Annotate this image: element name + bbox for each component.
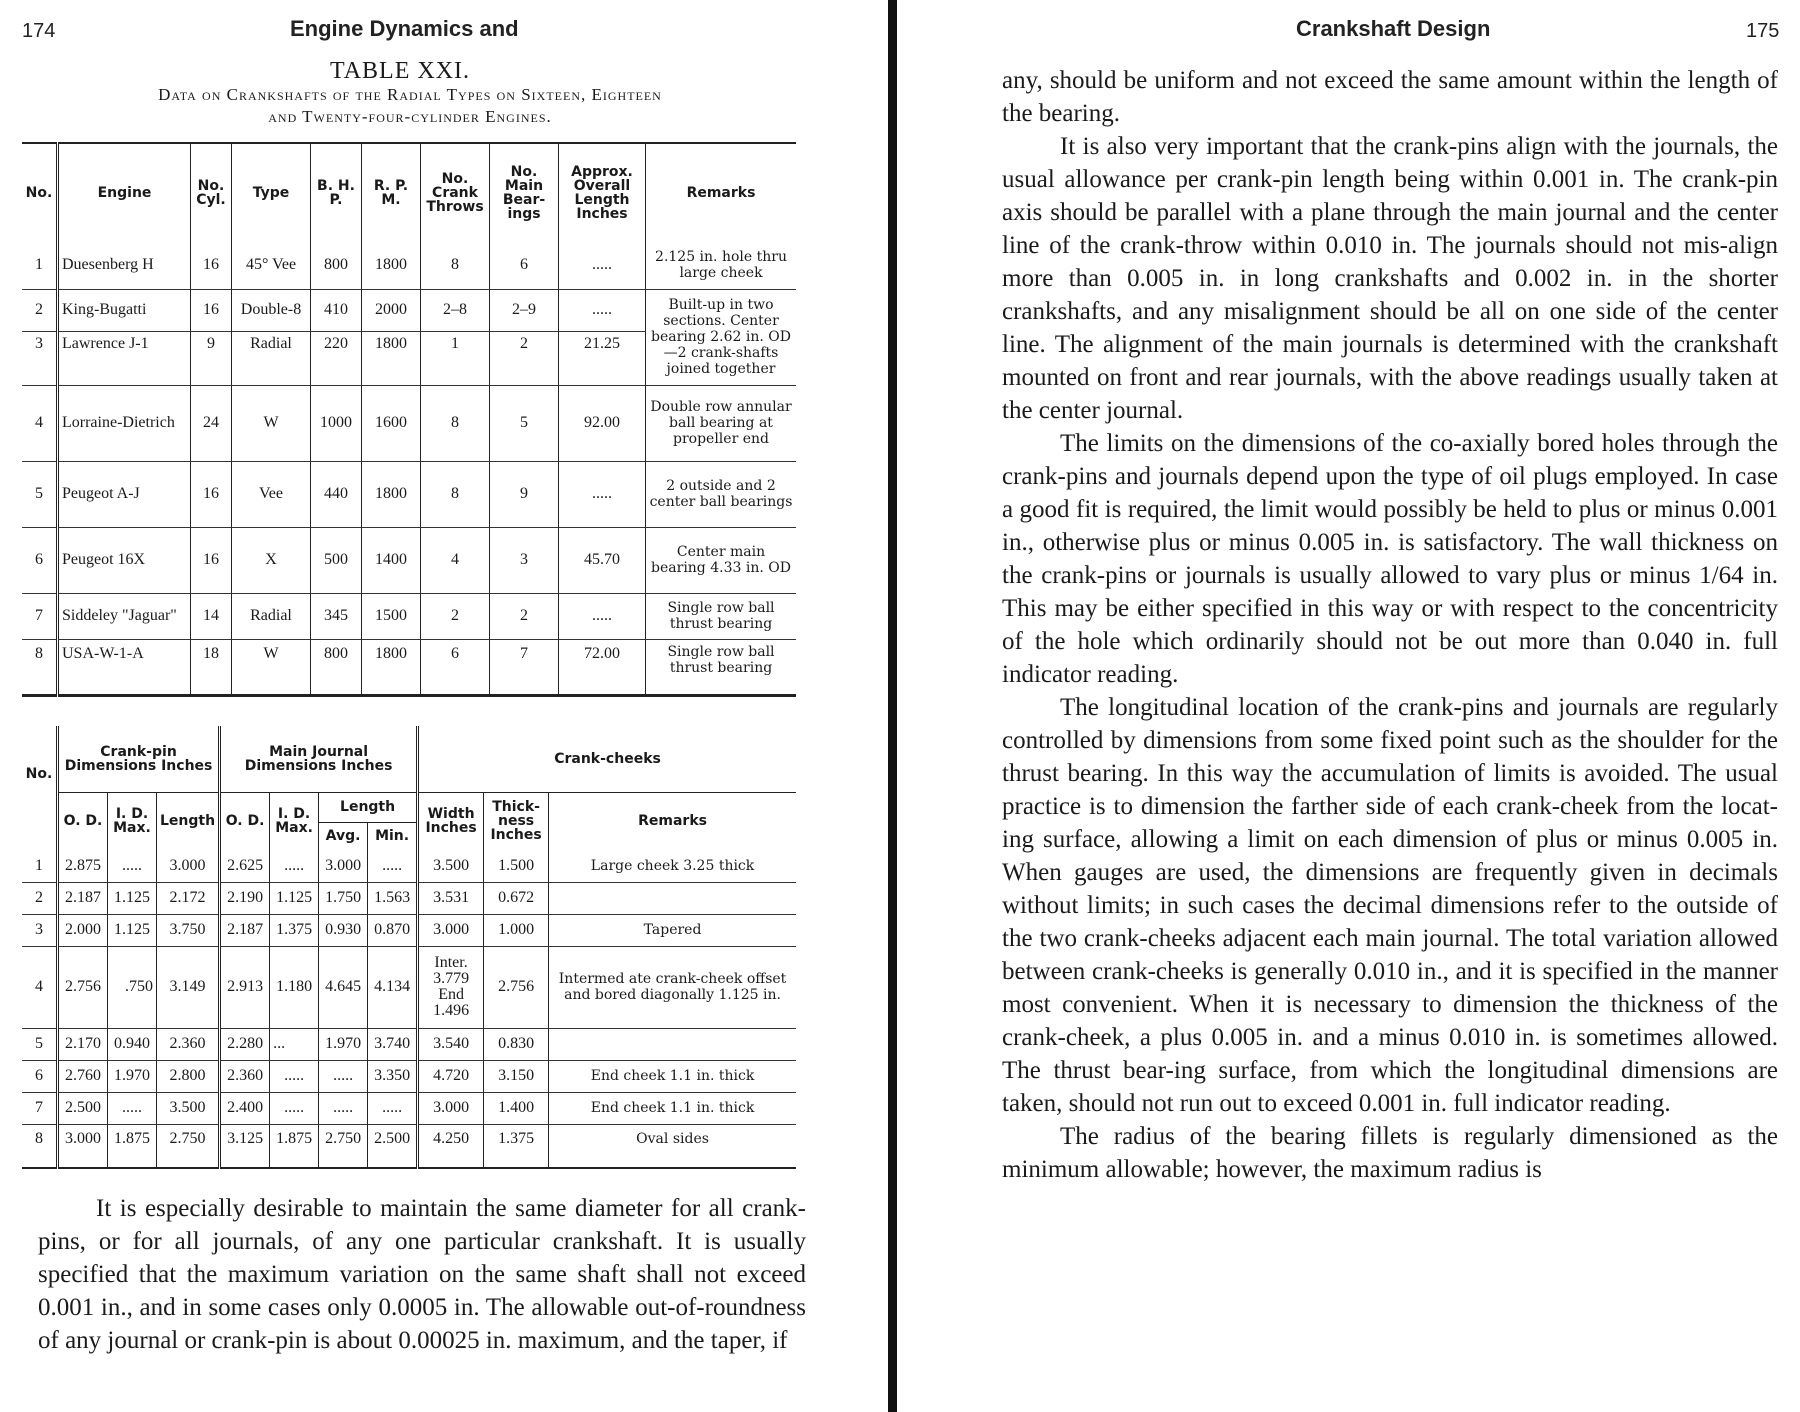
cell-engine: USA-W-1-A <box>58 639 191 695</box>
col-header: Remarks <box>646 143 797 241</box>
cell-mj-od: 2.625 <box>220 850 270 882</box>
cell-length: ..... <box>559 593 646 639</box>
right-page <box>900 0 1800 1412</box>
cell-cp-len: 2.172 <box>157 882 220 914</box>
paragraph: It is especially desirable to maintain the same diameter for all crank-pins, or for all journals, of any one particular crankshaft. It is usually specified that the maximum variation on the same shaft shall not exceed 0.001 in., and in some cases only 0.0005 in. The allowable out-of-roundness of any journal or crank-pin is about 0.00025 in. maximum, and the taper, if <box>38 1195 806 1354</box>
cell-bhp: 440 <box>311 461 362 527</box>
col-header: O. D. <box>58 792 108 850</box>
cell-bhp: 1000 <box>311 385 362 461</box>
cell-cp-len: 3.750 <box>157 914 220 946</box>
cell-type: Vee <box>232 461 311 527</box>
paragraph: The radius of the bearing fillets is regularly dimensioned as the minimum allowable; however, the maximum radius is <box>1002 1123 1778 1183</box>
cell-thick: 2.756 <box>484 946 549 1028</box>
col-header: Approx. Overall Length Inches <box>559 143 646 241</box>
cell-length: 45.70 <box>559 527 646 593</box>
cell-cp-od: 2.875 <box>58 850 108 882</box>
page-number: 174 <box>22 20 56 42</box>
cell-width: Inter. 3.779 End 1.496 <box>418 946 484 1028</box>
cell-cyl: 16 <box>191 289 232 331</box>
cell-cp-len: 2.360 <box>157 1028 220 1060</box>
cell-mj-avg: 1.750 <box>319 882 368 914</box>
paragraph: any, should be uniform and not exceed the same amount within the length of the bearing. <box>1002 67 1778 127</box>
cell-bhp: 345 <box>311 593 362 639</box>
cell-length: ..... <box>559 289 646 331</box>
cell-throws: 8 <box>421 241 490 289</box>
cell-mj-min: 3.350 <box>368 1060 418 1092</box>
cell-mj-od: 3.125 <box>220 1124 270 1168</box>
cell-remarks <box>549 882 796 914</box>
cell-engine: Duesenberg H <box>58 241 191 289</box>
cell-bhp: 220 <box>311 331 362 385</box>
cell-cp-od: 2.760 <box>58 1060 108 1092</box>
sub-header-row <box>22 792 796 822</box>
table-row <box>22 1092 796 1124</box>
col-header: I. D. Max. <box>270 792 319 850</box>
cell-rpm: 1500 <box>362 593 421 639</box>
cell-cyl: 16 <box>191 527 232 593</box>
cell-type: Radial <box>232 331 311 385</box>
col-header: R. P. M. <box>362 143 421 241</box>
cell-engine: Siddeley "Jaguar" <box>58 593 191 639</box>
page-number: 175 <box>1746 20 1780 42</box>
cell-cp-id: 1.875 <box>108 1124 157 1168</box>
table-header-row <box>22 143 796 241</box>
cell-cyl: 14 <box>191 593 232 639</box>
cell-mj-avg: 3.000 <box>319 850 368 882</box>
cell-rpm: 1800 <box>362 241 421 289</box>
cell-rpm: 2000 <box>362 289 421 331</box>
cell-mj-min: 3.740 <box>368 1028 418 1060</box>
right-body-text <box>1002 64 1778 1186</box>
cell-mj-min: 1.563 <box>368 882 418 914</box>
col-header: Width Inches <box>418 792 484 850</box>
cell-mj-min: 0.870 <box>368 914 418 946</box>
cell-rpm: 1400 <box>362 527 421 593</box>
cell-remarks: Center main bearing 4.33 in. OD <box>646 527 797 593</box>
cell-thick: 1.000 <box>484 914 549 946</box>
col-header: Thick-ness Inches <box>484 792 549 850</box>
cell-throws: 8 <box>421 385 490 461</box>
table-row <box>22 639 796 695</box>
cell-mj-id: 1.125 <box>270 882 319 914</box>
cell-bhp: 410 <box>311 289 362 331</box>
table-row <box>22 593 796 639</box>
cell-cp-id: ..... <box>108 1092 157 1124</box>
cell-width: 4.250 <box>418 1124 484 1168</box>
paragraph: The longitudinal location of the crank-pins and journals are regularly controlled by dimensions from some fixed point such as the shoulder for the thrust bearing. In this way the accumulation of limits is avoided. The usual practice is to dimension the farther side of each crank-cheek from the locat-ing surface, allowing a limit on each dimension of plus or minus 0.005 in. When gauges are used, the dimensions are frequently given in decimals without limits; in such cases the decimal dimensions refer to the outside of the two crank-cheeks adjacent each main journal. The total variation allowed between crank-cheeks is generally 0.010 in., and it is specified in the manner most convenient. When it is necessary to dimension the thickness of the crank-cheek, a plus 0.005 in. and a minus 0.010 in. is sometimes allowed. The thrust bear-ing surface, from which the longitudinal dimensions are taken, should not run out to exceed 0.001 in. full indicator reading. <box>1002 694 1778 1117</box>
cell-length: 92.00 <box>559 385 646 461</box>
col-header: Type <box>232 143 311 241</box>
cell-no: 7 <box>22 1092 58 1124</box>
group-header-journal: Main Journal Dimensions Inches <box>220 726 418 792</box>
cell-cp-len: 3.000 <box>157 850 220 882</box>
cell-width: 3.540 <box>418 1028 484 1060</box>
cell-mj-avg: 0.930 <box>319 914 368 946</box>
cell-mj-avg: 1.970 <box>319 1028 368 1060</box>
cell-type: 45° Vee <box>232 241 311 289</box>
cell-mj-od: 2.190 <box>220 882 270 914</box>
cell-bearings: 2–9 <box>490 289 559 331</box>
cell-mj-avg: 2.750 <box>319 1124 368 1168</box>
col-header: O. D. <box>220 792 270 850</box>
left-body-text <box>38 1192 806 1357</box>
cell-mj-min: ..... <box>368 1092 418 1124</box>
col-header-no: No. <box>25 766 53 782</box>
cell-width: 3.000 <box>418 914 484 946</box>
cell-cp-od: 2.170 <box>58 1028 108 1060</box>
cell-no: 8 <box>35 644 43 662</box>
cell-remarks: Large cheek 3.25 thick <box>549 850 796 882</box>
cell-remarks: Built-up in two sections. Center bearing 2.62 in. OD—2 crank-shafts joined together <box>646 289 797 385</box>
cell-mj-id: ..... <box>270 850 319 882</box>
table-row <box>22 946 796 1028</box>
cell-no: 4 <box>22 385 58 461</box>
cell-cp-id: 1.125 <box>108 882 157 914</box>
cell-mj-min: ..... <box>368 850 418 882</box>
cell-mj-id: 1.375 <box>270 914 319 946</box>
cell-engine: Peugeot A-J <box>58 461 191 527</box>
cell-bhp: 800 <box>311 639 362 695</box>
cell-no: 3 <box>22 331 58 385</box>
cell-mj-id: ... <box>270 1028 319 1060</box>
cell-cp-len: 3.149 <box>157 946 220 1028</box>
cell-cp-od: 3.000 <box>58 1124 108 1168</box>
cell-engine: Peugeot 16X <box>58 527 191 593</box>
cell-bhp: 800 <box>311 241 362 289</box>
cell-throws: 1 <box>421 331 490 385</box>
cell-mj-od: 2.400 <box>220 1092 270 1124</box>
book-spine <box>888 0 897 1412</box>
cell-remarks: End cheek 1.1 in. thick <box>549 1060 796 1092</box>
cell-remarks: Tapered <box>549 914 796 946</box>
cell-thick: 1.375 <box>484 1124 549 1168</box>
cell-no: 4 <box>22 946 58 1028</box>
cell-bearings: 9 <box>490 461 559 527</box>
cell-cyl: 16 <box>191 241 232 289</box>
table-row <box>22 289 796 331</box>
cell-remarks: Single row ball thrust bearing <box>646 639 797 695</box>
cell-cp-od: 2.000 <box>58 914 108 946</box>
table-row <box>22 1124 796 1168</box>
cell-width: 4.720 <box>418 1060 484 1092</box>
cell-remarks: Double row annular ball bearing at propeller end <box>646 385 797 461</box>
cell-thick: 1.400 <box>484 1092 549 1124</box>
cell-engine: Lawrence J-1 <box>58 331 191 385</box>
col-header: B. H. P. <box>311 143 362 241</box>
cell-no: 6 <box>22 1060 58 1092</box>
cell-no: 6 <box>22 527 58 593</box>
col-header: Length <box>157 792 220 850</box>
cell-mj-id: 1.875 <box>270 1124 319 1168</box>
col-header: No. Main Bear-ings <box>490 143 559 241</box>
cell-throws: 4 <box>421 527 490 593</box>
cell-cyl: 18 <box>191 639 232 695</box>
cell-remarks: 2 outside and 2 center ball bearings <box>646 461 797 527</box>
cell-no: 3 <box>22 914 58 946</box>
cell-engine: King-Bugatti <box>58 289 191 331</box>
running-head: Engine Dynamics and <box>290 16 519 41</box>
cell-cyl: 9 <box>191 331 232 385</box>
cell-thick: 0.672 <box>484 882 549 914</box>
cell-no: 1 <box>22 241 58 289</box>
cell-bearings: 6 <box>490 241 559 289</box>
cell-mj-od: 2.360 <box>220 1060 270 1092</box>
cell-cp-id: 1.970 <box>108 1060 157 1092</box>
cell-cp-od: 2.500 <box>58 1092 108 1124</box>
cell-bearings: 2 <box>490 331 559 385</box>
table-caption <box>20 84 800 128</box>
col-header: Length <box>319 792 418 822</box>
group-header-cheeks: Crank-cheeks <box>418 726 796 792</box>
cell-bearings: 2 <box>490 593 559 639</box>
cell-cp-od: 2.187 <box>58 882 108 914</box>
running-head: Crankshaft Design <box>1296 16 1491 41</box>
cell-cyl: 24 <box>191 385 232 461</box>
cell-no: 5 <box>22 1028 58 1060</box>
cell-length: 72.00 <box>559 639 646 695</box>
cell-cp-len: 2.800 <box>157 1060 220 1092</box>
cell-type: X <box>232 527 311 593</box>
cell-mj-avg: ..... <box>319 1060 368 1092</box>
cell-throws: 2–8 <box>421 289 490 331</box>
cell-remarks: Intermed ate crank-cheek offset and bored diagonally 1.125 in. <box>549 946 796 1028</box>
cell-cp-len: 3.500 <box>157 1092 220 1124</box>
cell-length: ..... <box>559 241 646 289</box>
cell-mj-avg: 4.645 <box>319 946 368 1028</box>
caption-line: and Twenty-four-cylinder Engines. <box>268 107 552 126</box>
cell-cp-id: ..... <box>108 850 157 882</box>
cell-throws: 8 <box>421 461 490 527</box>
cell-cp-id: .750 <box>108 946 157 1028</box>
cell-engine: Lorraine-Dietrich <box>58 385 191 461</box>
col-header: I. D. Max. <box>108 792 157 850</box>
cell-cp-len: 2.750 <box>157 1124 220 1168</box>
col-header: Remarks <box>549 792 796 850</box>
cell-rpm: 1800 <box>362 639 421 695</box>
crank-dimensions-table <box>22 726 796 1169</box>
table-row <box>22 1060 796 1092</box>
paragraph: The limits on the dimensions of the co-axially bored holes through the crank-pins and journals depend upon the type of oil plugs employed. In case a good fit is required, the limit would possibly be held to plus or minus 0.001 in., otherwise plus or minus 0.005 in. is satisfactory. The wall thickness on the crank-pins or journals is usually allowed to vary plus or minus 1/64 in. This may be either specified in this way or with respect to the concentricity of the hole which ordinarily should not be out more than 0.040 in. full indicator reading. <box>1002 430 1778 688</box>
cell-type: Double-8 <box>232 289 311 331</box>
col-header: Avg. <box>319 822 368 850</box>
cell-bhp: 500 <box>311 527 362 593</box>
col-header: No. Cyl. <box>191 143 232 241</box>
col-header: Min. <box>368 822 418 850</box>
cell-mj-od: 2.913 <box>220 946 270 1028</box>
cell-no: 2 <box>22 289 58 331</box>
cell-mj-min: 4.134 <box>368 946 418 1028</box>
cell-rpm: 1800 <box>362 331 421 385</box>
group-header-row <box>22 726 796 792</box>
cell-no: 7 <box>22 593 58 639</box>
cell-remarks: 2.125 in. hole thru large cheek <box>646 241 797 289</box>
cell-width: 3.531 <box>418 882 484 914</box>
cell-no: 5 <box>22 461 58 527</box>
cell-cyl: 16 <box>191 461 232 527</box>
cell-mj-avg: ..... <box>319 1092 368 1124</box>
cell-thick: 1.500 <box>484 850 549 882</box>
col-header: No. <box>25 184 53 201</box>
cell-mj-od: 2.187 <box>220 914 270 946</box>
cell-thick: 3.150 <box>484 1060 549 1092</box>
cell-no: 1 <box>22 850 58 882</box>
cell-mj-od: 2.280 <box>220 1028 270 1060</box>
table-title: TABLE XXI. <box>329 58 471 84</box>
cell-type: W <box>232 385 311 461</box>
cell-mj-id: ..... <box>270 1060 319 1092</box>
table-row <box>22 527 796 593</box>
cell-length: ..... <box>559 461 646 527</box>
cell-bearings: 7 <box>490 639 559 695</box>
cell-type: W <box>232 639 311 695</box>
paragraph: It is also very important that the crank-pins align with the journals, the usual allowance per crank-pin length being within 0.001 in. The crank-pin axis should be parallel with a plane through the main journal and the center line of the crank-throw within 0.010 in. The journals should not mis-align more than 0.005 in. in long crankshafts and 0.002 in. in the shorter crankshafts, and any misalignment should be all on one side of the center line. The alignment of the main journals is determined with the crankshaft mounted on front and rear journals, with the above readings usually taken at the center journal. <box>1002 133 1778 424</box>
col-header: No. Crank Throws <box>421 143 490 241</box>
cell-throws: 6 <box>421 639 490 695</box>
engine-data-table <box>22 142 796 697</box>
cell-bearings: 3 <box>490 527 559 593</box>
caption-line: Data on Crankshafts of the Radial Types on Sixteen, Eighteen <box>158 85 662 104</box>
cell-no: 2 <box>22 882 58 914</box>
cell-bearings: 5 <box>490 385 559 461</box>
cell-rpm: 1800 <box>362 461 421 527</box>
cell-cp-od: 2.756 <box>58 946 108 1028</box>
cell-rpm: 1600 <box>362 385 421 461</box>
cell-throws: 2 <box>421 593 490 639</box>
cell-thick: 0.830 <box>484 1028 549 1060</box>
left-page <box>0 0 880 1412</box>
cell-remarks: Oval sides <box>549 1124 796 1168</box>
cell-cp-id: 0.940 <box>108 1028 157 1060</box>
table-row <box>22 882 796 914</box>
cell-cp-id: 1.125 <box>108 914 157 946</box>
table-row <box>22 461 796 527</box>
cell-mj-id: 1.180 <box>270 946 319 1028</box>
group-header-crankpin: Crank-pin Dimensions Inches <box>58 726 220 792</box>
cell-remarks: End cheek 1.1 in. thick <box>549 1092 796 1124</box>
cell-mj-id: ..... <box>270 1092 319 1124</box>
cell-mj-min: 2.500 <box>368 1124 418 1168</box>
table-row <box>22 850 796 882</box>
cell-width: 3.000 <box>418 1092 484 1124</box>
cell-remarks: Single row ball thrust bearing <box>646 593 797 639</box>
col-header: Engine <box>58 143 191 241</box>
table-row <box>22 241 796 289</box>
cell-length: 21.25 <box>559 331 646 385</box>
cell-no: 8 <box>35 1129 43 1147</box>
table-row <box>22 914 796 946</box>
cell-remarks <box>549 1028 796 1060</box>
cell-width: 3.500 <box>418 850 484 882</box>
table-row <box>22 385 796 461</box>
table-row <box>22 1028 796 1060</box>
cell-type: Radial <box>232 593 311 639</box>
